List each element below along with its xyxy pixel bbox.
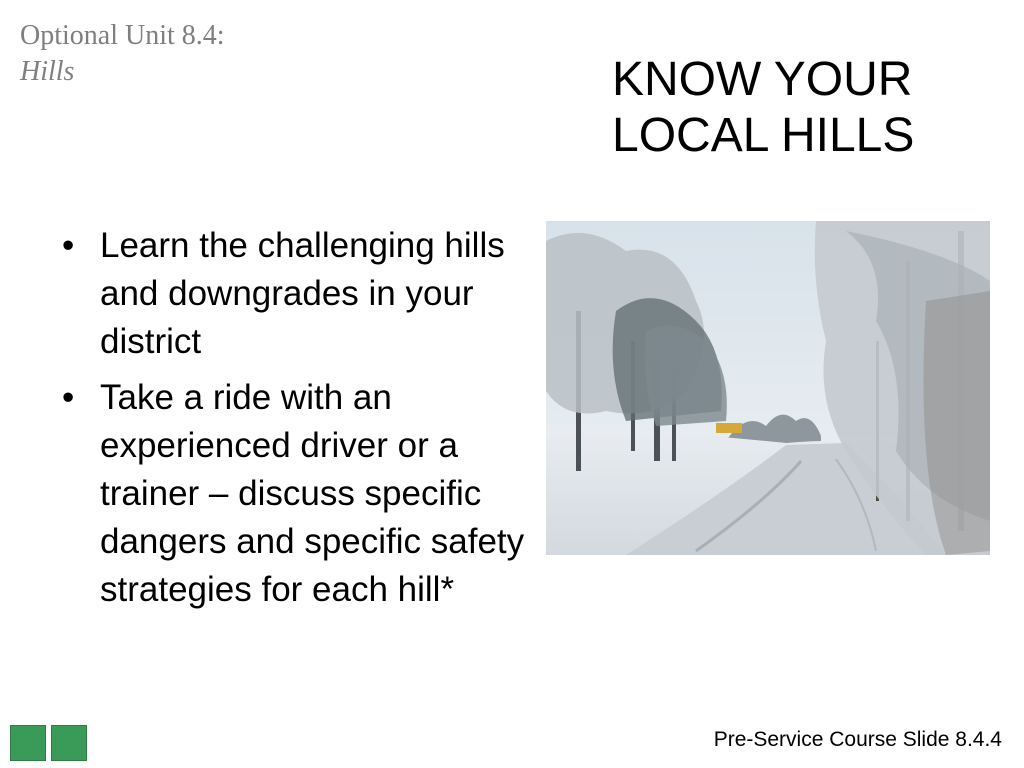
snowy-road-photo	[546, 221, 990, 555]
logo-square-left	[10, 725, 46, 761]
unit-label	[20, 18, 225, 90]
title-line-2: LOCAL HILLS	[612, 109, 915, 162]
slide-footer: Pre-Service Course Slide 8.4.4	[713, 728, 1002, 751]
title-line-1: KNOW YOUR	[612, 53, 913, 106]
unit-topic: Hills	[20, 56, 75, 87]
unit-number: Optional Unit 8.4:	[20, 20, 225, 51]
slide-title	[560, 52, 990, 164]
bullet-list	[60, 222, 540, 622]
bullet-item: • Learn the challenging hills and downgrades in your district	[60, 222, 540, 366]
logo-square-right	[51, 725, 87, 761]
bullet-item: • Take a ride with an experienced driver or a trainer – discuss specific dangers and specific safety strategies for each hill*	[60, 374, 540, 614]
course-logo	[10, 725, 88, 761]
